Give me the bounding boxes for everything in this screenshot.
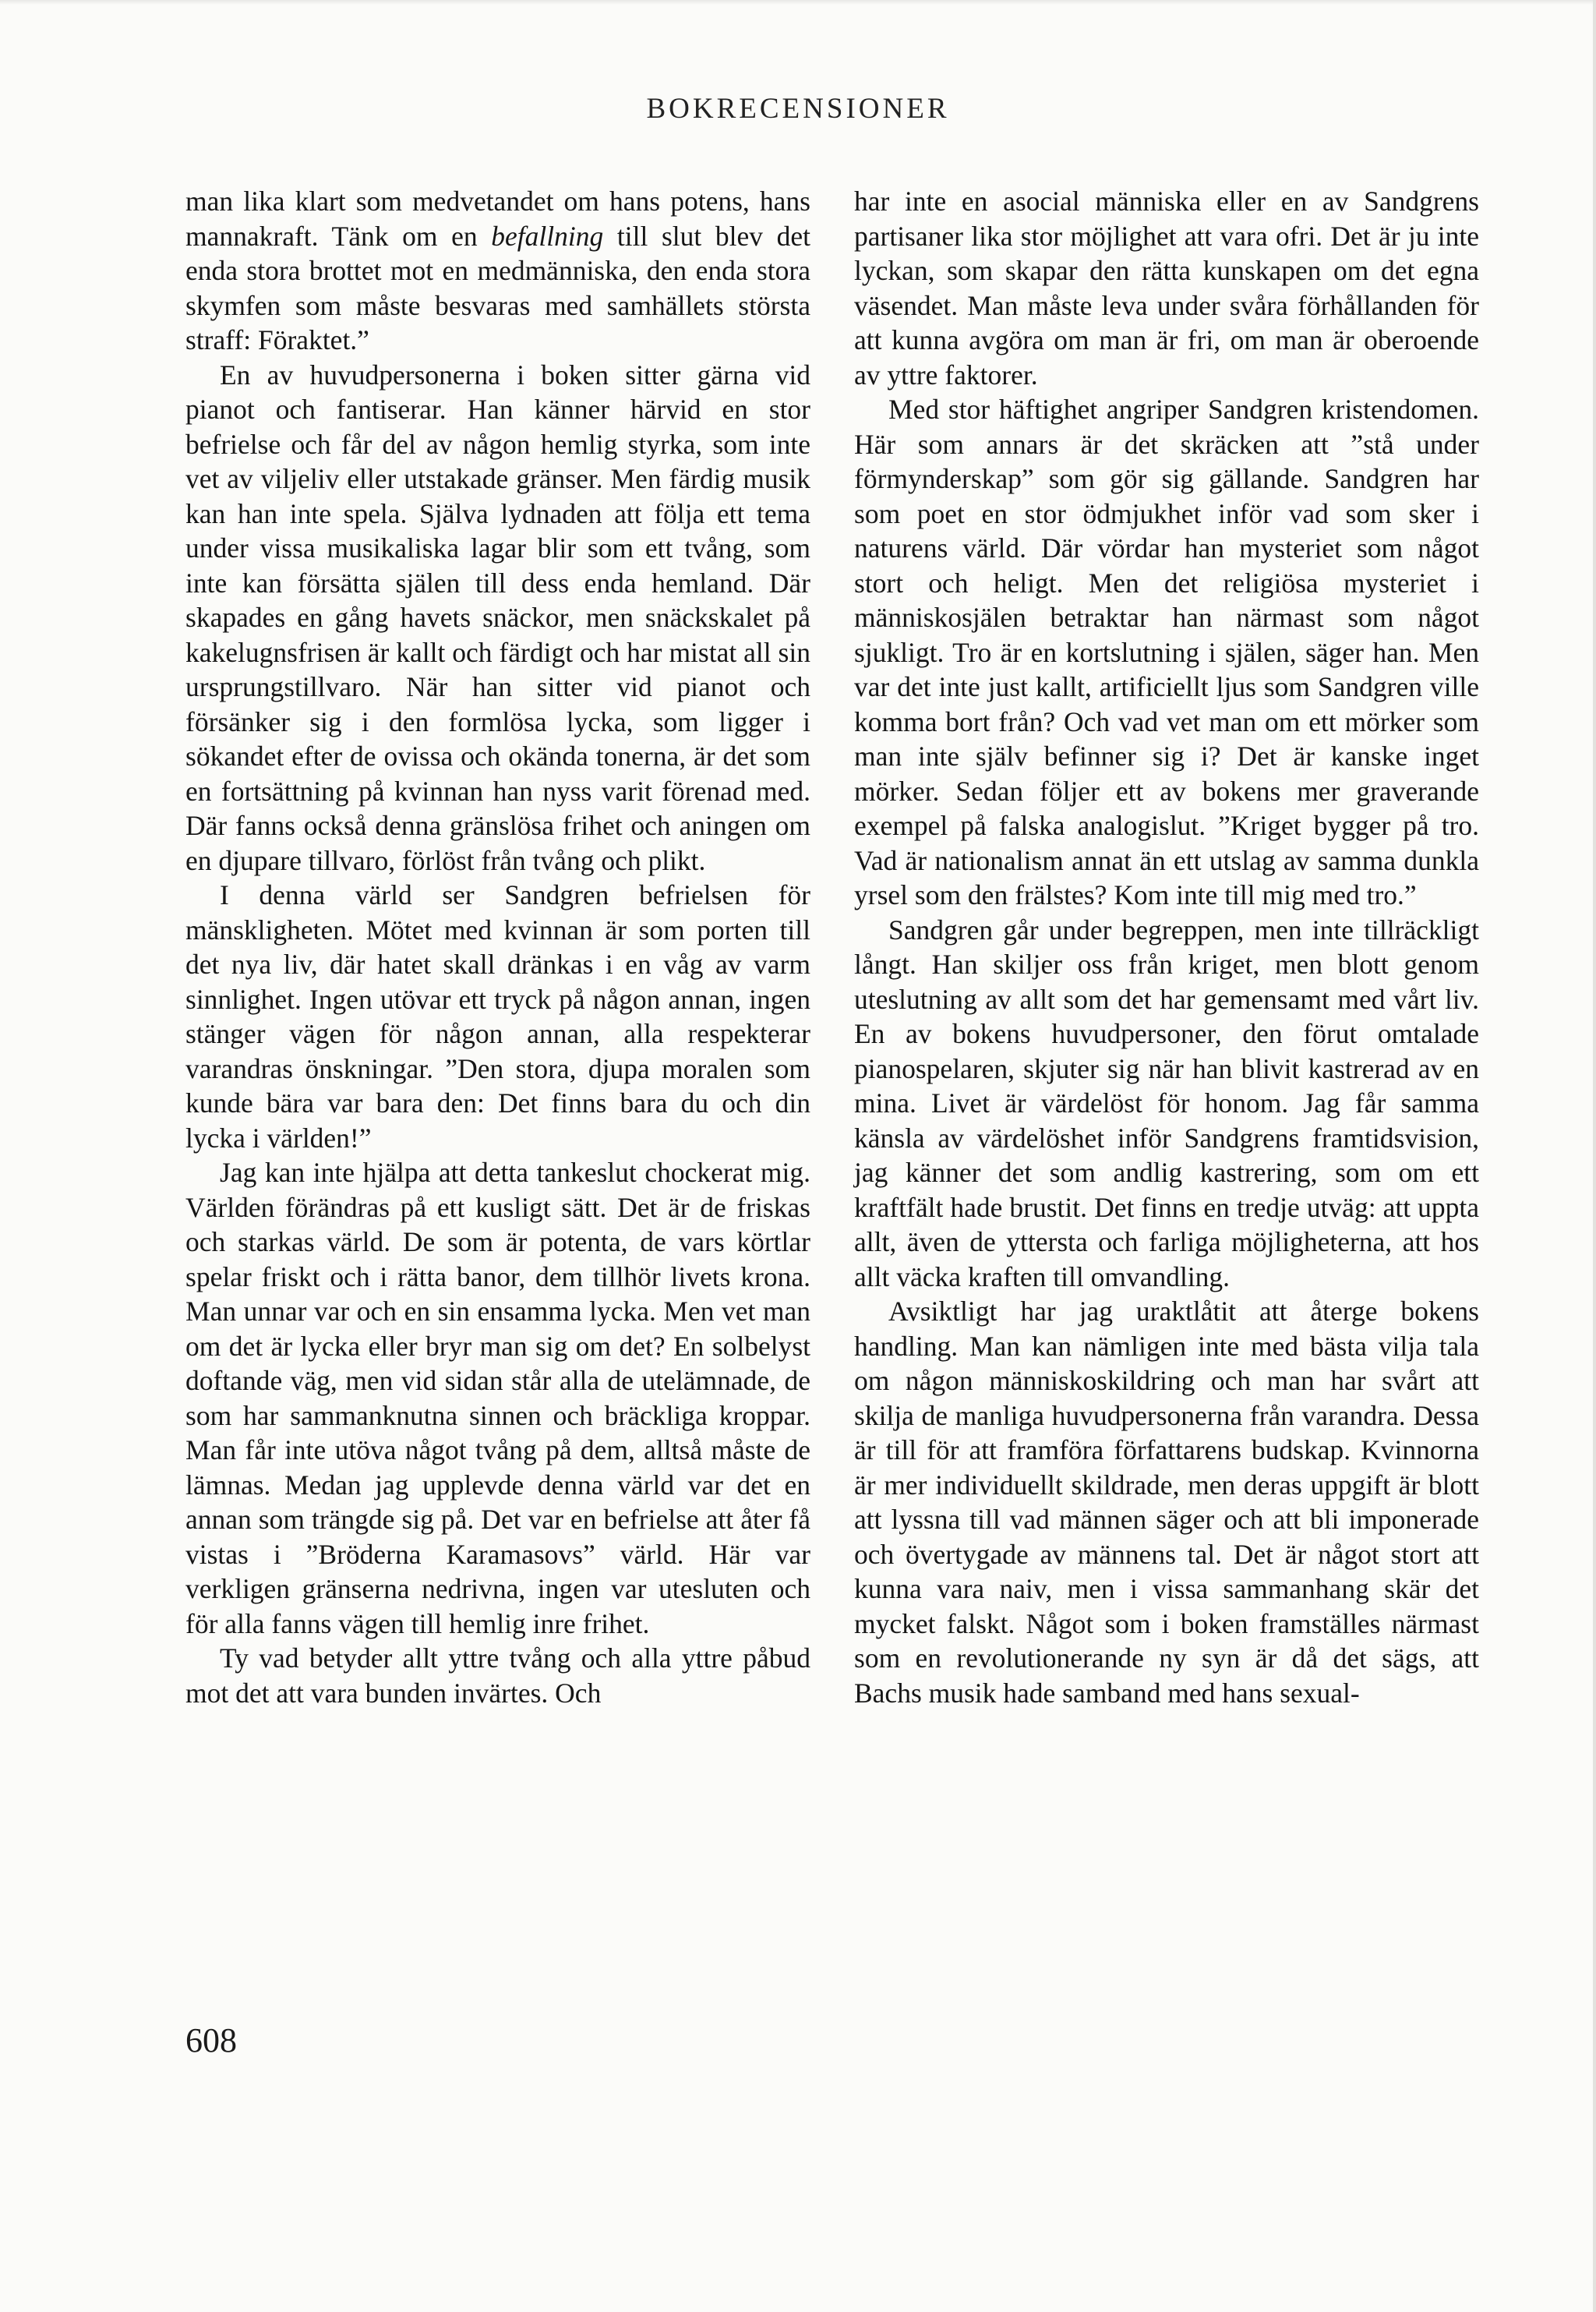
top-edge bbox=[0, 0, 1596, 5]
paragraph: Sandgren går under begreppen, men inte tillräckligt långt. Han skiljer oss från kriget, men blott genom uteslutning av allt som det har gemensamt med vårt liv. En av bokens huvudpersoner, den förut omtalade pianospelaren, skjuter sig när han blivit kastrerad av en mina. Livet är värdelöst för honom. Jag får samma känsla av värdelöshet inför Sandgrens framtidsvision, jag känner det som andlig kastrering, som om ett kraftfält hade brustit. Det finns en tredje utväg: att uppta allt, även de yttersta och farliga möjligheterna, att hos allt väcka kraften till omvandling. bbox=[854, 914, 1479, 1292]
right-column bbox=[854, 184, 1479, 1710]
paragraph: man lika klart som medvetandet om hans potens, hans mannakraft. Tänk om en befallning till slut blev det enda stora brottet mot en medmänniska, den enda stora skymfen som måste besvaras med samhällets största straff: Föraktet.” bbox=[185, 186, 811, 355]
paragraph: I denna värld ser Sandgren befrielsen för mänskligheten. Mötet med kvinnan är som porten till det nya liv, där hatet skall dränkas i en våg av varm sinnlighet. Ingen utövar ett tryck på någon annan, ingen stänger vägen för någon annan, alla respekterar varandras önskningar. ”Den stora, djupa moralen som kunde bära var bara den: Det finns bara du och din lycka i världen!” bbox=[185, 879, 810, 1154]
page-number: 608 bbox=[185, 2021, 237, 2059]
paragraph: har inte en asocial människa eller en av Sandgrens partisaner lika stor möjlighet att vara ofri. Det är ju inte lyckan, som skapar den rätta kunskapen om det egna väsendet. Man måste leva under svåra förhållanden för att kunna avgöra om man är fri, om man är oberoende av yttre faktorer. bbox=[854, 186, 1479, 391]
emphasis: befallning bbox=[491, 220, 604, 252]
running-header: BOKRECENSIONER bbox=[646, 93, 950, 125]
page-edge bbox=[1593, 0, 1596, 2312]
paragraph: Avsiktligt har jag uraktlåtit att återge bokens handling. Man kan nämligen inte med bästa vilja tala om någon människoskildring och man har svårt att skilja de manliga huvudpersonerna från varandra. Dessa är till för att framföra författarens budskap. Kvinnorna är mer individuellt skildrade, men deras uppgift är blott att lyssna till vad männen säger och att bli imponerade och övertygade av männens tal. Det är något stort att kunna vara naiv, men i vissa sammanhang skär det mycket falskt. Något som i boken framställes närmast som en revolutionerande ny syn är då det sägs, att Bachs musik hade samband med hans sexual- bbox=[854, 1296, 1479, 1709]
paragraph: Med stor häftighet angriper Sandgren kristendomen. Här som annars är det skräcken att ”stå under förmynderskap” som gör sig gällande. Sandgren har som poet en stor ödmjukhet inför vad som sker i naturens värld. Där vördar han mysteriet som något stort och heligt. Men det religiösa mysteriet i människosjälen betraktar han närmast som något sjukligt. Tro är en kortslutning i själen, säger han. Men var det inte just kallt, artificiellt ljus som Sandgren ville komma bort från? Och vad vet man om ett mörker som man inte själv befinner sig i? Det är kanske inget mörker. Sedan följer ett av bokens mer graverande exempel på falska analogislut. ”Kriget bygger på tro. Vad är nationalism annat än ett utslag av samma dunkla yrsel som den frälstes? Kom inte till mig med tro.” bbox=[854, 394, 1479, 910]
left-column bbox=[185, 184, 810, 1710]
paragraph: En av huvudpersonerna i boken sitter gärna vid pianot och fantiserar. Han känner härvid en stor befrielse och får del av någon hemlig styrka, som inte vet av viljeliv eller utstakade gränser. Men färdig musik kan han inte spela. Själva lydnaden att följa ett tema under vissa musikaliska lagar blir som ett tvång, som inte kan försätta själen till dess enda hemland. Där skapades en gång havets snäckor, men snäckskalet på kakelugnsfrisen är kallt och färdigt och har mistat all sin ursprungstillvaro. När han sitter vid pianot och försänker sig i den formlösa lycka, som ligger i sökandet efter de ovissa och okända tonerna, är det som en fortsättning på kvinnan han nyss varit förenad med. Där fanns också denna gränslösa frihet och aningen om en djupare tillvaro, förlöst från tvång och plikt. bbox=[185, 359, 810, 876]
paragraph: Jag kan inte hjälpa att detta tankeslut chockerat mig. Världen förändras på ett kusligt sätt. Det är de friskas och starkas värld. De som är potenta, de vars körtlar spelar friskt och i rätta banor, dem tillhör livets krona. Man unnar var och en sin ensamma lycka. Men vet man om det är lycka eller bryr man sig om det? En solbelyst doftande väg, men vid sidan står alla de utelämnade, de som har sammanknutna sinnen och bräckliga kroppar. Man får inte utöva något tvång på dem, alltså måste de lämnas. Medan jag upplevde denna värld var det en annan som trängde sig på. Det var en befrielse att åter få vistas i ”Bröderna Karamasovs” värld. Här var verkligen gränserna nedrivna, ingen var utesluten och för alla fanns vägen till hemlig inre frihet. bbox=[185, 1157, 810, 1639]
paragraph: Ty vad betyder allt yttre tvång och alla yttre påbud mot det att vara bunden invärtes. Och bbox=[185, 1642, 810, 1709]
